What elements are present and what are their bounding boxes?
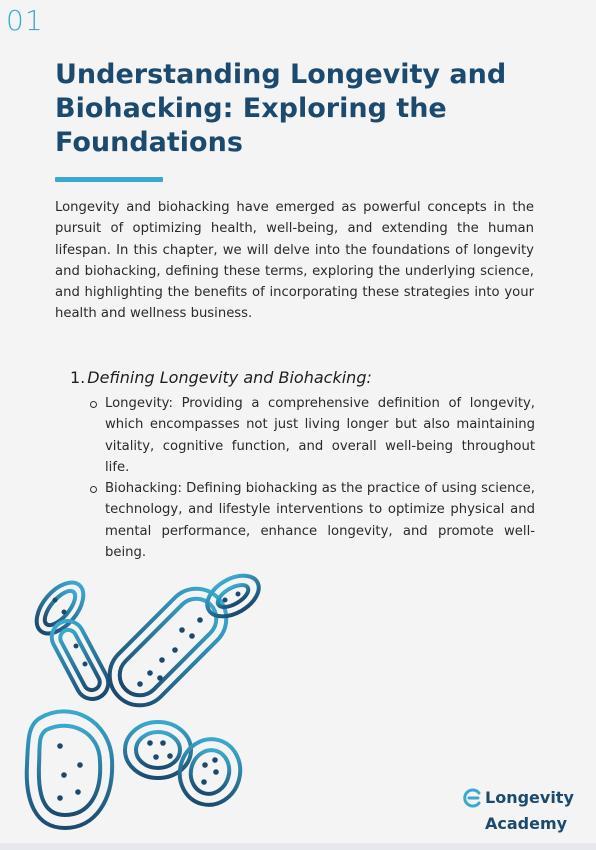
section-item [70,367,535,563]
brand-logo [463,785,583,837]
title-underline [55,177,163,182]
list-item [88,478,535,563]
sub-list [70,393,535,563]
section-heading [70,367,535,389]
logo-text-line2: Academy [485,814,568,833]
microbe-shape [27,711,112,828]
section-list [70,367,535,563]
section-title: Defining Longevity and Biohacking: [87,368,372,387]
chapter-title: Understanding Longevity and Biohacking: Exploring the Foundations [55,59,507,158]
logo-text-line1: Longevity [485,788,574,807]
microbe-shape [200,567,265,624]
microbe-illustration [0,560,290,840]
hollow-bullet-icon [90,486,97,493]
section-number: 1. [70,368,86,387]
list-item [88,393,535,478]
list-item-text: Biohacking: Defining biohacking as the practice of using science, technology, and lifestyle interventions to optimize physical and mental performance, enhance longevity, and promote well-being. [105,481,535,561]
hollow-bullet-icon [90,401,97,408]
list-item-text: Longevity: Providing a comprehensive definition of longevity, which encompasses not just living longer but also maintaining vitality, cognitive function, and overall well-being throughout life. [105,396,535,475]
logo-row [463,785,583,811]
microbe-shape [172,732,247,811]
microbe-shape [46,615,114,704]
intro-paragraph: Longevity and biohacking have emerged as powerful concepts in the pursuit of optimizing health, well-being, and extending the human lifespan. In this chapter, we will delve into the foundations of longevity and biohacking, defining these terms, exploring the underlying science, and highlighting the benefits of incorporating these strategies into your health and wellness business. [55,200,534,322]
longevity-e-icon [463,788,483,808]
page-number: 01 [6,4,44,37]
bottom-strip [0,843,596,850]
